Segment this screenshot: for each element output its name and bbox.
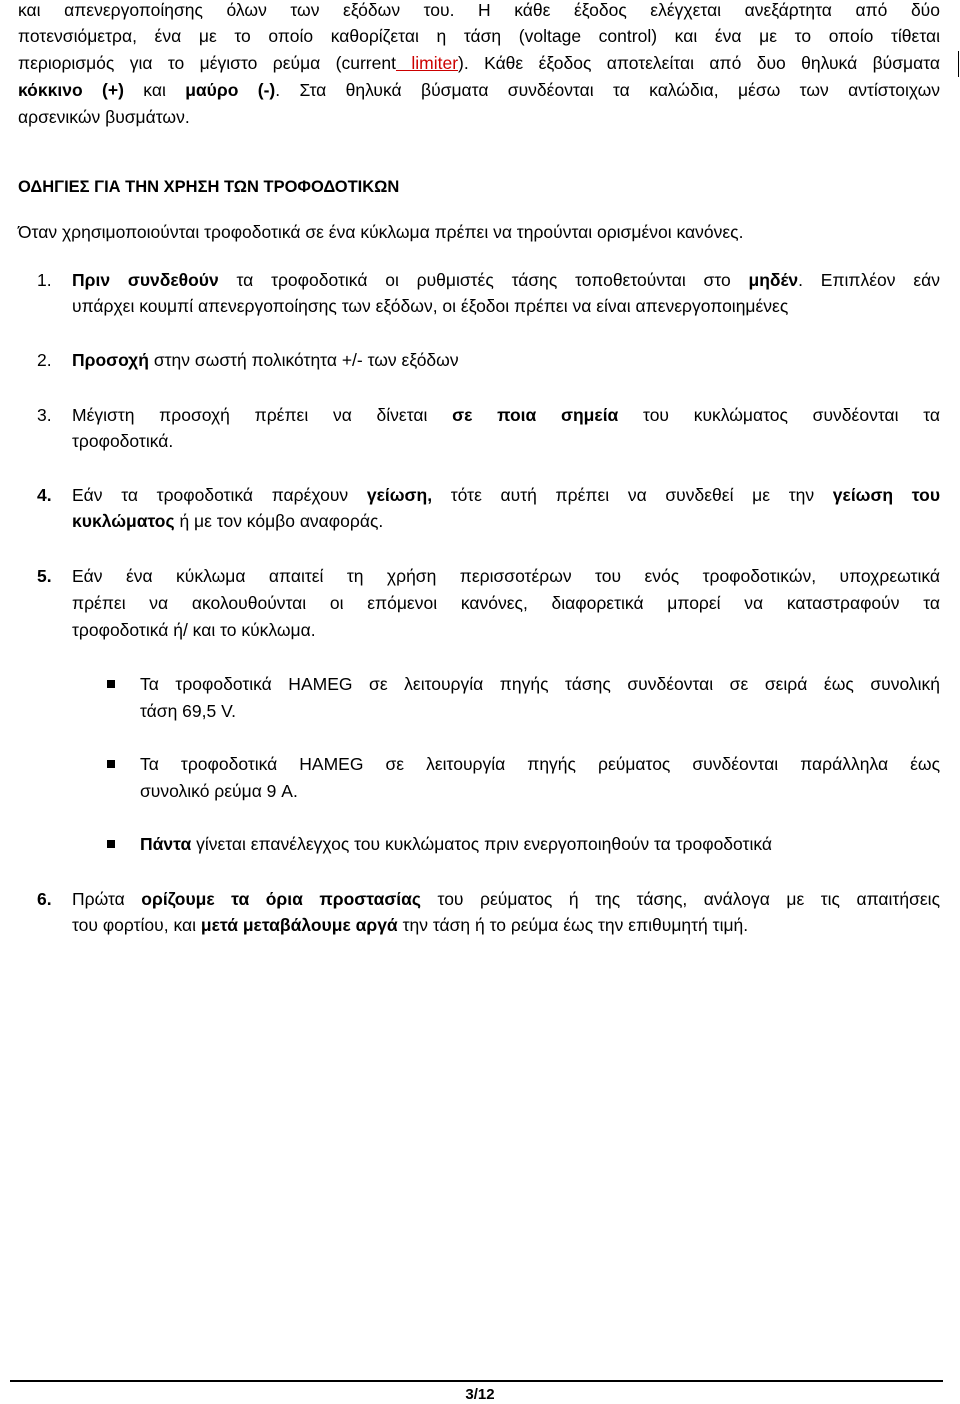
black-terminal-label: μαύρο (-) — [185, 80, 276, 100]
item-text: . Επιπλέον εάν — [798, 270, 940, 290]
item-5-line-3: τροφοδοτικά ή/ και το κύκλωμα. — [72, 620, 316, 640]
bullet-marker — [107, 840, 115, 848]
item-1-line-2: υπάρχει κουμπί απενεργοποίησης των εξόδων, οι έξοδοι πρέπει να είναι απενεργοποιημένες — [72, 296, 789, 316]
emphasis: κυκλώματος — [72, 511, 175, 531]
item-text: Εάν τα τροφοδοτικά παρέχουν — [72, 485, 367, 505]
section-heading: ΟΔΗΓΙΕΣ ΓΙΑ ΤΗΝ ΧΡΗΣΗ ΤΩΝ ΤΡΟΦΟΔΟΤΙΚΩΝ — [18, 178, 400, 196]
item-6-line-1 — [72, 886, 940, 913]
item-text: του κυκλώματος συνδέονται τα — [618, 405, 940, 425]
item-number: 4. — [37, 485, 52, 505]
item-4-line-1 — [72, 482, 940, 509]
item-text: την τάση ή το ρεύμα έως την επιθυμητή τιμή. — [397, 915, 749, 935]
revision-bar — [958, 51, 959, 77]
intro-text: και — [123, 80, 186, 100]
item-text: τότε αυτή πρέπει να συνδεθεί με την — [432, 485, 833, 505]
emphasis: Πριν συνδεθούν — [72, 270, 219, 290]
bullet-2-line-1: Τα τροφοδοτικά HAMEG σε λειτουργία πηγής ρεύματος συνδέονται παράλληλα έως — [140, 754, 940, 774]
emphasis: Πάντα — [140, 834, 192, 854]
item-text: ή με τον κόμβο αναφοράς. — [174, 511, 384, 531]
item-text: Μέγιστη προσοχή πρέπει να δίνεται — [72, 405, 453, 425]
item-text: Πρώτα — [72, 889, 142, 909]
emphasis: σε ποια σημεία — [452, 405, 619, 425]
tracked-change-insertion: limiter — [395, 53, 459, 73]
item-5-line-2: πρέπει να ακολουθούνται οι επόμενοι κανόνες, διαφορετικά μπορεί να καταστραφούν τα — [72, 593, 940, 613]
item-3-line-2: τροφοδοτικά. — [72, 431, 174, 451]
emphasis: μηδέν — [748, 270, 799, 290]
intro-line-5: αρσενικών βυσμάτων. — [18, 107, 190, 127]
intro-line-3 — [18, 50, 940, 77]
bullet-1-line-2: τάση 69,5 V. — [140, 701, 237, 721]
intro-text: . Στα θηλυκά βύσματα συνδέονται τα καλώδια, μέσω των αντίστοιχων — [275, 80, 941, 100]
emphasis: μετά μεταβάλουμε αργά — [200, 915, 398, 935]
item-number: 6. — [37, 889, 52, 909]
item-text: τα τροφοδοτικά οι ρυθμιστές τάσης τοποθετούνται στο — [218, 270, 749, 290]
intro-text: περιορισμός για το μέγιστο ρεύμα (current — [18, 53, 396, 73]
bullet-marker — [107, 680, 115, 688]
item-number: 5. — [37, 566, 52, 586]
item-number: 3. — [37, 405, 52, 425]
item-2-line-1 — [72, 347, 940, 374]
item-number: 2. — [37, 350, 52, 370]
item-text: στην σωστή πολικότητα +/- των εξόδων — [148, 350, 459, 370]
emphasis: γείωση του — [832, 485, 941, 505]
intro-text: ). Κάθε έξοδος αποτελείται από δυο θηλυκά βύσματα — [458, 53, 940, 73]
lead-text: Όταν χρησιμοποιούνται τροφοδοτικά σε ένα κύκλωμα πρέπει να τηρούνται ορισμένοι κανόνες. — [18, 222, 744, 242]
item-text: γίνεται επανέλεγχος του κυκλώματος πριν ενεργοποιηθούν τα τροφοδοτικά — [191, 834, 772, 854]
emphasis: γείωση, — [366, 485, 433, 505]
intro-line-4 — [18, 77, 940, 104]
bullet-2-line-2: συνολικό ρεύμα 9 A. — [140, 781, 298, 801]
emphasis: ορίζουμε τα όρια προστασίας — [141, 889, 422, 909]
red-terminal-label: κόκκινο (+) — [18, 80, 124, 100]
item-6-line-2 — [72, 912, 940, 939]
footer-rule — [10, 1380, 943, 1382]
emphasis: Προσοχή — [72, 350, 149, 370]
intro-line-2: ποτενσιόμετρα, ένα με το οποίο καθορίζεται η τάση (voltage control) και ένα με το οποίο τίθεται — [18, 26, 940, 46]
item-number: 1. — [37, 270, 52, 290]
item-5-line-1: Εάν ένα κύκλωμα απαιτεί τη χρήση περισσοτέρων του ενός τροφοδοτικών, υποχρεωτικά — [72, 566, 940, 586]
intro-line-1: και απενεργοποίησης όλων των εξόδων του. Η κάθε έξοδος ελέγχεται ανεξάρτητα από δύο — [18, 0, 940, 20]
item-3-line-1 — [72, 402, 940, 429]
bullet-marker — [107, 760, 115, 768]
bullet-1-line-1: Τα τροφοδοτικά HAMEG σε λειτουργία πηγής τάσης συνδέονται σε σειρά έως συνολική — [140, 674, 940, 694]
page-number: 3/12 — [465, 1386, 495, 1403]
item-text: του ρεύματος ή της τάσης, ανάλογα με τις απαιτήσεις — [421, 889, 941, 909]
item-text: του φορτίου, και — [72, 915, 201, 935]
bullet-3-line-1 — [140, 831, 940, 858]
item-1-line-1 — [72, 267, 940, 294]
item-4-line-2 — [72, 508, 940, 535]
